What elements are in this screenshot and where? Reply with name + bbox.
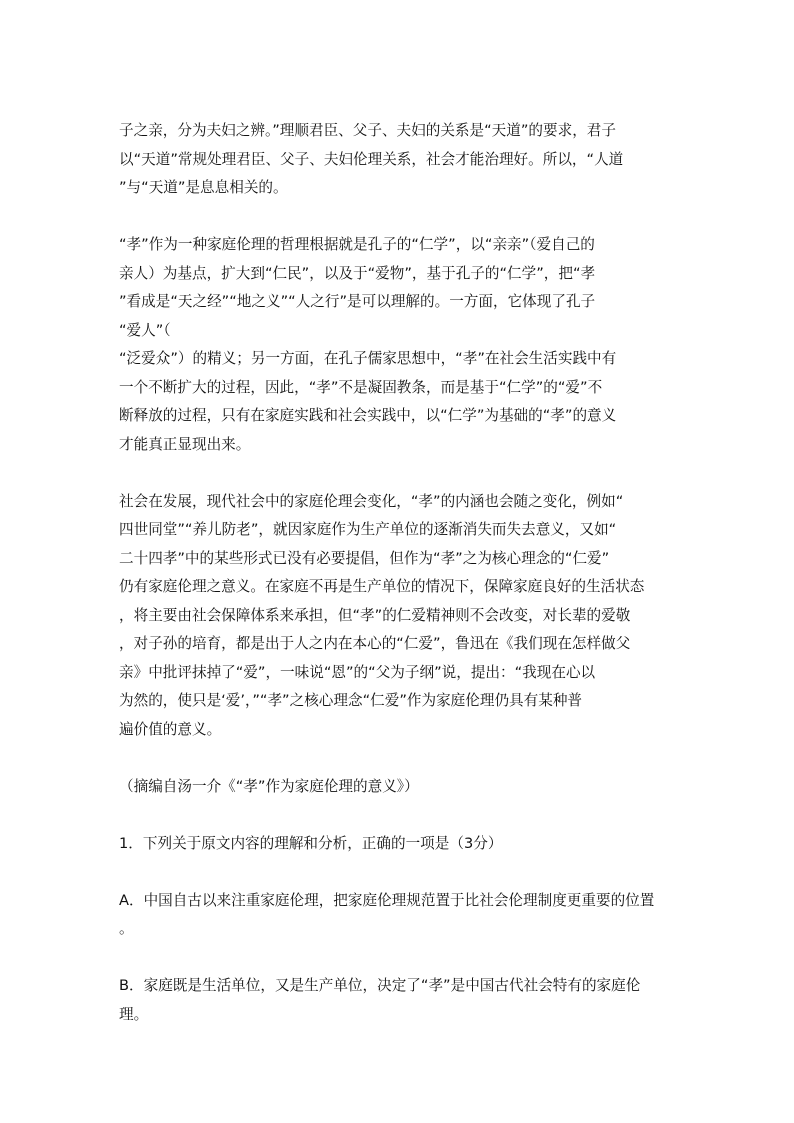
text-line: 四世同堂”“养儿防老”，就因家庭作为生产单位的逐渐消失而失去意义，又如“ — [119, 521, 617, 538]
question-stem — [119, 830, 675, 859]
paragraph — [119, 231, 675, 459]
paragraph-spacer — [119, 744, 675, 773]
text-line: 遍价值的意义。 — [119, 720, 222, 738]
text-line: ，将主要由社会保障体系来承担，但“孝”的仁爱精神则不会改变，对长辈的爱敬 — [119, 606, 631, 624]
text-line: 为然的，使只是‘爱’，”“孝”之核心理念“仁爱”作为家庭伦理仍具有某种普 — [119, 692, 583, 709]
paragraph-spacer — [119, 459, 675, 488]
text-line: 。 — [119, 920, 134, 937]
text-line: 一个不断扩大的过程，因此，“孝”不是凝固教条，而是基于“仁学”的“爱”不 — [119, 378, 603, 396]
paragraph-spacer — [119, 801, 675, 830]
text-line: 亲》中批评抹掉了“爱”，一味说“恩”的“父为子纲”说，提出：“我现在心以 — [119, 663, 596, 681]
paragraph-spacer — [119, 944, 675, 973]
text-line: 亲人）为基点，扩大到“仁民”，以及于“爱物”，基于孔子的“仁学”，把“孝 — [119, 264, 596, 282]
text-line: （摘编自汤一介《“孝”作为家庭伦理的意义》） — [119, 777, 419, 795]
text-line: “泛爱众”）的精义；另一方面，在孔子儒家思想中，“孝”在社会生活实践中有 — [119, 350, 617, 367]
answer-option-b — [119, 972, 675, 1029]
source-citation — [119, 773, 675, 802]
answer-option-a — [119, 887, 675, 944]
text-line: 子之亲，分为夫妇之辨。”理顺君臣、父子、夫妇的关系是“天道”的要求，君子 — [119, 122, 616, 139]
text-line: ”与“天道”是息息相关的。 — [119, 179, 288, 196]
document-page — [119, 117, 675, 1029]
text-line: 才能真正显现出来。 — [119, 435, 251, 453]
text-line: ”看成是“天之经”“地之义”“人之行”是可以理解的。一方面，它体现了孔子 — [119, 293, 596, 310]
text-line: B．家庭既是生活单位，又是生产单位，决定了“孝”是中国古代社会特有的家庭伦 — [119, 977, 641, 994]
text-line: 断释放的过程，只有在家庭实践和社会实践中，以“仁学”为基础的“孝”的意义 — [119, 407, 617, 424]
text-line: 二十四孝”中的某些形式已没有必要提倡，但作为“孝”之为核心理念的“仁爱” — [119, 549, 610, 567]
text-line: A．中国自古以来注重家庭伦理，把家庭伦理规范置于比社会伦理制度更重要的位置 — [119, 891, 655, 909]
text-line: “爱人”（ — [119, 321, 171, 339]
paragraph-spacer — [119, 858, 675, 887]
text-line: “孝”作为一种家庭伦理的哲理根据就是孔子的“仁学”，以“亲亲”（爱自己的 — [119, 236, 595, 253]
paragraph — [119, 488, 675, 745]
text-line: 以“天道”常规处理君臣、父子、夫妇伦理关系，社会才能治理好。所以，“人道 — [119, 150, 624, 168]
text-line: ，对子孙的培育，都是出于人之内在本心的“仁爱”，鲁迅在《我们现在怎样做父 — [119, 635, 631, 652]
text-line: 1．下列关于原文内容的理解和分析，正确的一项是（3分） — [119, 834, 503, 852]
text-line: 社会在发展，现代社会中的家庭伦理会变化，“孝”的内涵也会随之变化，例如“ — [119, 492, 624, 510]
text-line: 理。 — [119, 1005, 149, 1023]
paragraph — [119, 117, 675, 203]
paragraph-spacer — [119, 203, 675, 232]
text-line: 仍有家庭伦理之意义。在家庭不再是生产单位的情况下，保障家庭良好的生活状态 — [119, 578, 645, 595]
